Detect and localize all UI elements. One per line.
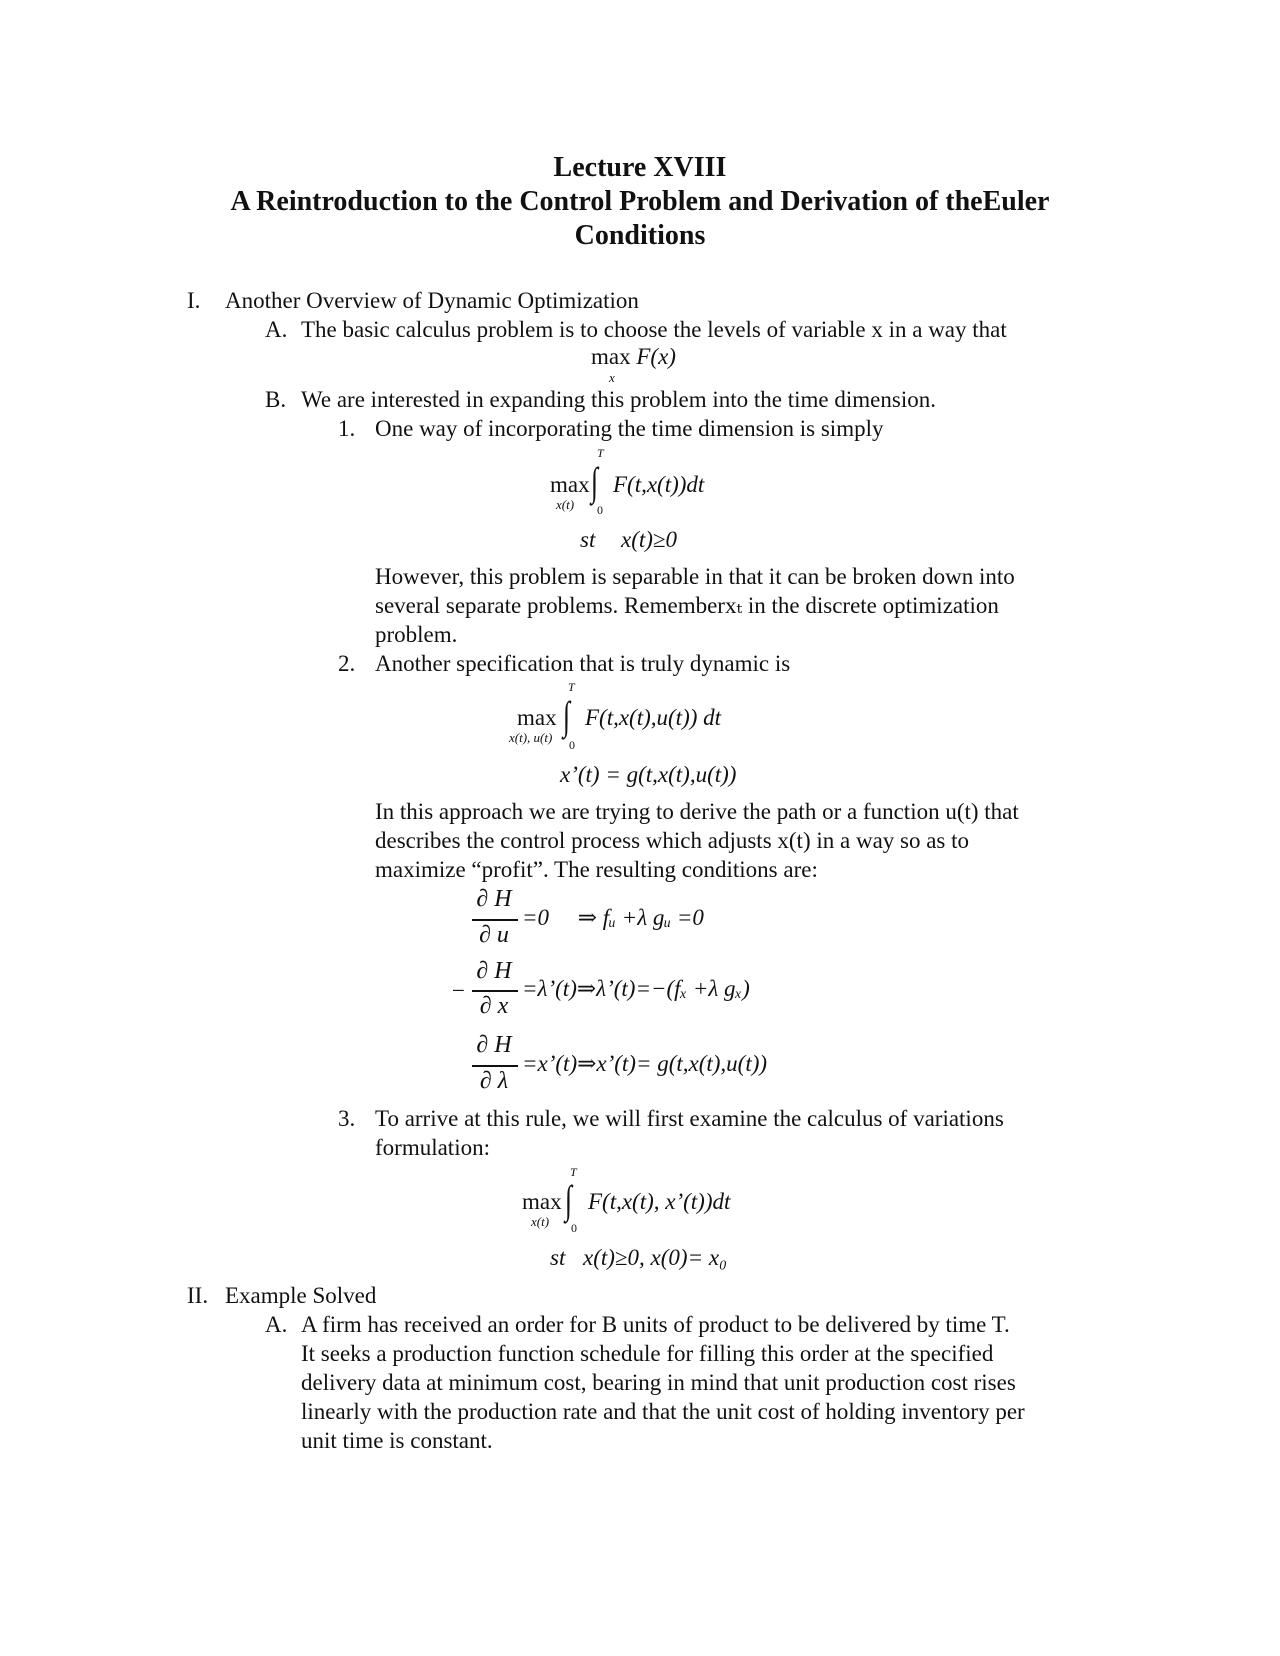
item-1B-text: We are interested in expanding this problem into the time dimension. xyxy=(301,387,936,412)
item-1B-label: B. xyxy=(265,387,287,412)
max-subscript: x(t) xyxy=(531,1214,550,1229)
max-operator: max xyxy=(550,472,590,497)
negative-sign: − xyxy=(452,978,465,1003)
integral-upper-limit: T xyxy=(597,446,604,460)
integral-lower-limit: 0 xyxy=(569,738,575,752)
item-2A-label: A. xyxy=(265,1312,288,1337)
section-2-number: II. xyxy=(187,1283,209,1308)
partial-numerator: ∂ H xyxy=(476,886,512,912)
section-1-number: I. xyxy=(187,288,201,313)
max-subscript: x(t) xyxy=(556,497,575,512)
lecture-number: Lecture XVIII xyxy=(553,152,727,183)
fraction-bar xyxy=(472,919,518,921)
fraction-bar xyxy=(472,1065,518,1067)
first-order-condition-u: =0 ⇒ fᵤ +λ gᵤ =0 xyxy=(522,905,704,930)
section-2-title: Example Solved xyxy=(225,1283,377,1308)
state-equation: x’(t) = g(t,x(t),u(t)) xyxy=(560,762,737,787)
partial-denominator: ∂ λ xyxy=(479,1068,509,1094)
item-2A-line: unit time is constant. xyxy=(301,1428,493,1453)
section-1-title: Another Overview of Dynamic Optimization xyxy=(225,288,639,313)
item-1-paragraph-line: several separate problems. Rememberxₜ in the discrete optimization xyxy=(375,593,999,618)
item-1-paragraph-line: problem. xyxy=(375,622,458,647)
item-1A-text: The basic calculus problem is to choose the levels of variable x in a way that xyxy=(301,317,1007,342)
integral-lower-limit: 0 xyxy=(571,1221,577,1235)
item-2A-line: linearly with the production rate and that the unit cost of holding inventory per xyxy=(301,1399,1025,1424)
item-3-text-line: formulation: xyxy=(375,1135,490,1160)
objective-function: F(x) xyxy=(636,344,676,369)
costate-equation: =λ’(t)⇒λ’(t)=−(fₓ +λ gₓ) xyxy=(522,976,750,1001)
fraction-bar xyxy=(472,990,518,992)
partial-numerator: ∂ H xyxy=(476,1032,512,1058)
partial-numerator: ∂ H xyxy=(476,958,512,984)
item-2-number: 2. xyxy=(338,651,356,676)
item-2A-line: A firm has received an order for B units of product to be delivered by time T. xyxy=(301,1312,1010,1337)
item-2-text: Another specification that is truly dynamic is xyxy=(375,651,791,676)
item-1-text: One way of incorporating the time dimension is simply xyxy=(375,416,884,441)
equation-max-fx xyxy=(591,344,676,370)
item-1A-label: A. xyxy=(265,317,288,342)
max-operator: max xyxy=(517,705,557,730)
integrand: F(t,x(t), x’(t))dt xyxy=(588,1189,731,1214)
state-condition: =x’(t)⇒x’(t)= g(t,x(t),u(t)) xyxy=(522,1051,768,1076)
integral-sign: ∫ xyxy=(590,459,599,504)
constraint-st: st xyxy=(550,1245,566,1270)
constraint: x(t)≥0, x(0)= x₀ xyxy=(583,1245,728,1270)
lecture-title: A Reintroduction to the Control Problem and Derivation of theEuler xyxy=(230,186,1050,217)
item-3-number: 3. xyxy=(338,1106,356,1131)
item-2A-line: It seeks a production function schedule for filling this order at the specified xyxy=(301,1341,994,1366)
item-2-paragraph-line: In this approach we are trying to derive the path or a function u(t) that xyxy=(375,799,1019,824)
partial-denominator: ∂ x xyxy=(479,993,509,1019)
integral-upper-limit: T xyxy=(570,1165,577,1179)
max-operator: max xyxy=(591,344,631,369)
integrand: F(t,x(t),u(t)) dt xyxy=(585,705,722,730)
max-subscript: x(t), u(t) xyxy=(509,730,553,745)
lecture-title-continued: Conditions xyxy=(574,220,706,251)
item-2-paragraph-line: maximize “profit”. The resulting conditions are: xyxy=(375,857,818,882)
constraint: x(t)≥0 xyxy=(621,527,678,552)
partial-denominator: ∂ u xyxy=(479,922,509,948)
item-2-paragraph-line: describes the control process which adjusts x(t) in a way so as to xyxy=(375,828,970,853)
integral-lower-limit: 0 xyxy=(597,503,603,517)
item-3-text-line: To arrive at this rule, we will first examine the calculus of variations xyxy=(375,1106,1004,1131)
integrand: F(t,x(t))dt xyxy=(613,472,705,497)
item-1-number: 1. xyxy=(338,416,356,441)
item-1-paragraph-line: However, this problem is separable in that it can be broken down into xyxy=(375,564,1015,589)
integral-upper-limit: T xyxy=(568,680,575,694)
integral-sign: ∫ xyxy=(564,1177,573,1222)
item-2A-line: delivery data at minimum cost, bearing in mind that unit production cost rises xyxy=(301,1370,1016,1395)
integral-sign: ∫ xyxy=(562,693,571,738)
max-subscript: x xyxy=(609,370,615,385)
max-operator: max xyxy=(522,1189,562,1214)
constraint-st: st xyxy=(580,527,596,552)
